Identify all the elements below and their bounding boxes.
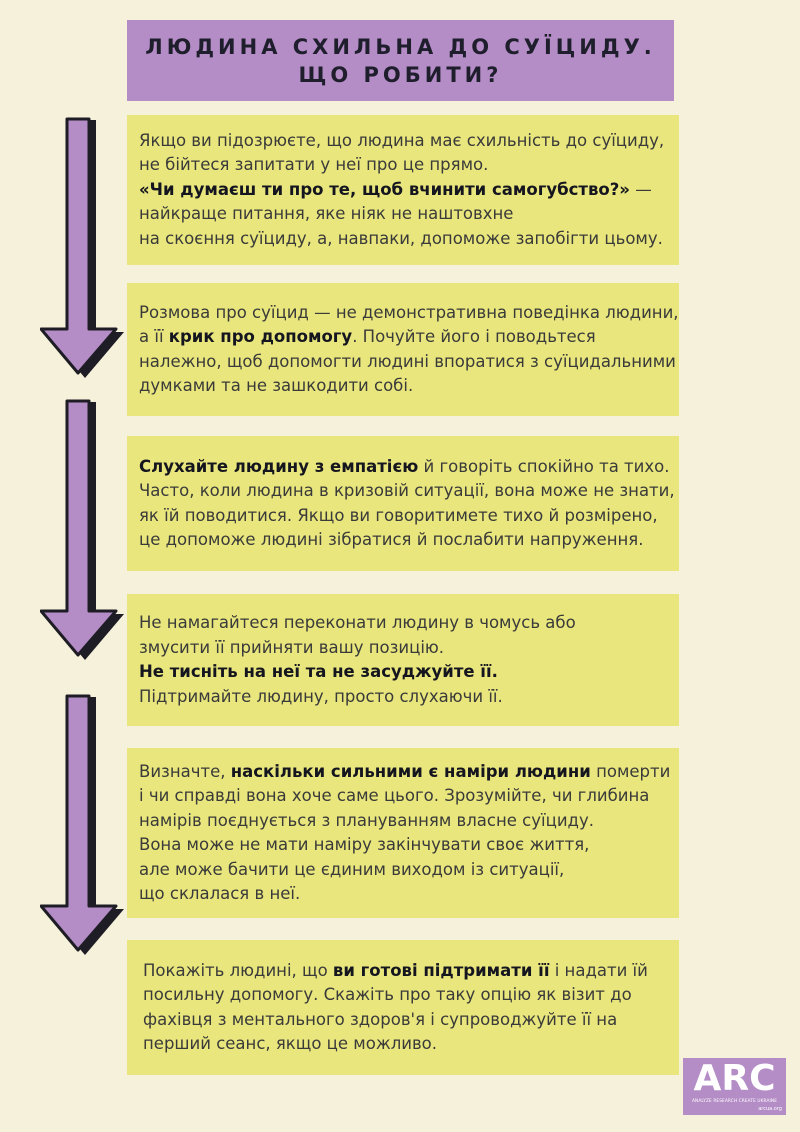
emphasis-text: Не тисніть на неї та не засуджуйте її.	[139, 662, 498, 681]
body-text: і чи справді вона хоче саме цього. Зрозумійте, чи глибина	[139, 786, 650, 805]
card-text-line	[139, 528, 679, 553]
advice-card-cry-for-help	[127, 283, 679, 416]
advice-card-assess-intent	[127, 748, 679, 918]
page-title-line-2: ЩО РОБИТИ?	[298, 62, 503, 87]
body-text: що склалася в неї.	[139, 884, 301, 903]
body-text: належно, щоб допомогти людині впоратися з суїцидальними	[139, 351, 676, 371]
logo-text: ARC	[693, 1058, 776, 1099]
body-text: намірів поєднується з плануванням власне суїциду.	[139, 810, 594, 830]
card-text-line	[139, 833, 679, 858]
body-text: . Почуйте його і поводьтеся	[352, 327, 596, 346]
logo-tagline: ANALYZE RESEARCH CREATE UKRAINE	[691, 1099, 778, 1104]
card-text-line	[139, 202, 679, 227]
body-text: як їй поводитися. Якщо ви говоритимете тихо й розмірено,	[139, 505, 658, 525]
page-title-line-1: ЛЮДИНА СХИЛЬНА ДО СУЇЦИДУ.	[145, 34, 656, 59]
body-text: на скоєння суїциду, а, навпаки, допоможе запобігти цьому.	[139, 228, 663, 248]
advice-card-offer-support	[127, 940, 679, 1075]
body-text: а її	[139, 327, 169, 346]
arrow-down-icon	[40, 692, 130, 957]
card-text-line	[139, 504, 679, 529]
card-text-line	[139, 611, 679, 636]
body-text: найкраще питання, яке ніяк не наштовхне	[139, 204, 514, 224]
logo-url: arcua.org	[758, 1106, 782, 1112]
card-text-line	[139, 350, 679, 375]
body-text: але може бачити це єдиним виходом із ситуації,	[139, 859, 565, 879]
body-text: Не намагайтеся переконати людину в чомусь або	[139, 613, 576, 632]
body-text: й говоріть спокійно та тихо.	[418, 456, 670, 476]
body-text: Якщо ви підозрюєте, що людина має схильність до суїциду,	[139, 130, 665, 150]
body-text: не бійтеся запитати у неї про це прямо.	[139, 155, 489, 175]
body-text: Покажіть людині, що	[143, 960, 333, 980]
title-banner	[127, 20, 674, 101]
card-text-line	[139, 636, 679, 661]
emphasis-text: «Чи думаєш ти про те, щоб вчинити самогубство?»	[139, 179, 630, 199]
emphasis-text: Слухайте людину з емпатією	[139, 456, 419, 476]
card-text-line	[139, 660, 679, 685]
body-text: і надати їй	[549, 960, 648, 980]
body-text: Часто, коли людина в кризовій ситуації, вона може не знати,	[139, 481, 675, 500]
body-text: —	[629, 179, 652, 199]
emphasis-text: крик про допомогу	[168, 327, 353, 346]
card-text-line	[139, 479, 679, 504]
arc-logo	[683, 1058, 786, 1115]
body-text: Визначте,	[139, 761, 231, 781]
body-text: Розмова про суїцид — не демонстративна поведінка людини,	[139, 302, 679, 322]
card-text-line	[139, 882, 679, 907]
body-text: думками та не зашкодити собі.	[139, 376, 414, 395]
card-text-line	[139, 809, 679, 834]
body-text: Підтримайте людину, просто слухаючи її.	[139, 686, 503, 706]
card-text-line	[139, 685, 679, 710]
arrow-down-icon	[40, 397, 130, 662]
card-text-line	[139, 325, 679, 350]
card-text-line	[143, 959, 679, 984]
card-text-line	[139, 227, 679, 252]
card-text-line	[143, 1008, 679, 1033]
card-text-line	[139, 374, 679, 399]
body-text: перший сеанс, якщо це можливо.	[143, 1034, 438, 1053]
card-text-line	[139, 760, 679, 785]
body-text: змусити її прийняти вашу позицію.	[139, 637, 445, 657]
card-text-line	[139, 178, 679, 203]
card-text-line	[139, 153, 679, 178]
advice-card-ask-directly	[127, 115, 679, 265]
body-text: фахівця з ментального здоров'я і супроводжуйте її на	[143, 1009, 618, 1029]
emphasis-text: наскільки сильними є наміри людини	[230, 761, 591, 781]
body-text: посильну допомогу. Скажіть про таку опцію як візит до	[143, 985, 632, 1004]
card-text-line	[139, 858, 679, 883]
card-text-line	[143, 1032, 679, 1057]
card-text-line	[139, 301, 679, 326]
body-text: померти	[590, 761, 671, 781]
emphasis-text: ви готові підтримати її	[332, 960, 550, 980]
body-text: це допоможе людині зібратися й послабити напруження.	[139, 530, 644, 549]
card-text-line	[139, 455, 679, 480]
advice-card-do-not-pressure	[127, 594, 679, 726]
body-text: Вона може не мати наміру закінчувати своє життя,	[139, 835, 590, 854]
card-text-line	[139, 129, 679, 154]
advice-card-listen-empathy	[127, 436, 679, 571]
card-text-line	[139, 784, 679, 809]
arrow-down-icon	[40, 115, 130, 380]
card-text-line	[143, 983, 679, 1008]
